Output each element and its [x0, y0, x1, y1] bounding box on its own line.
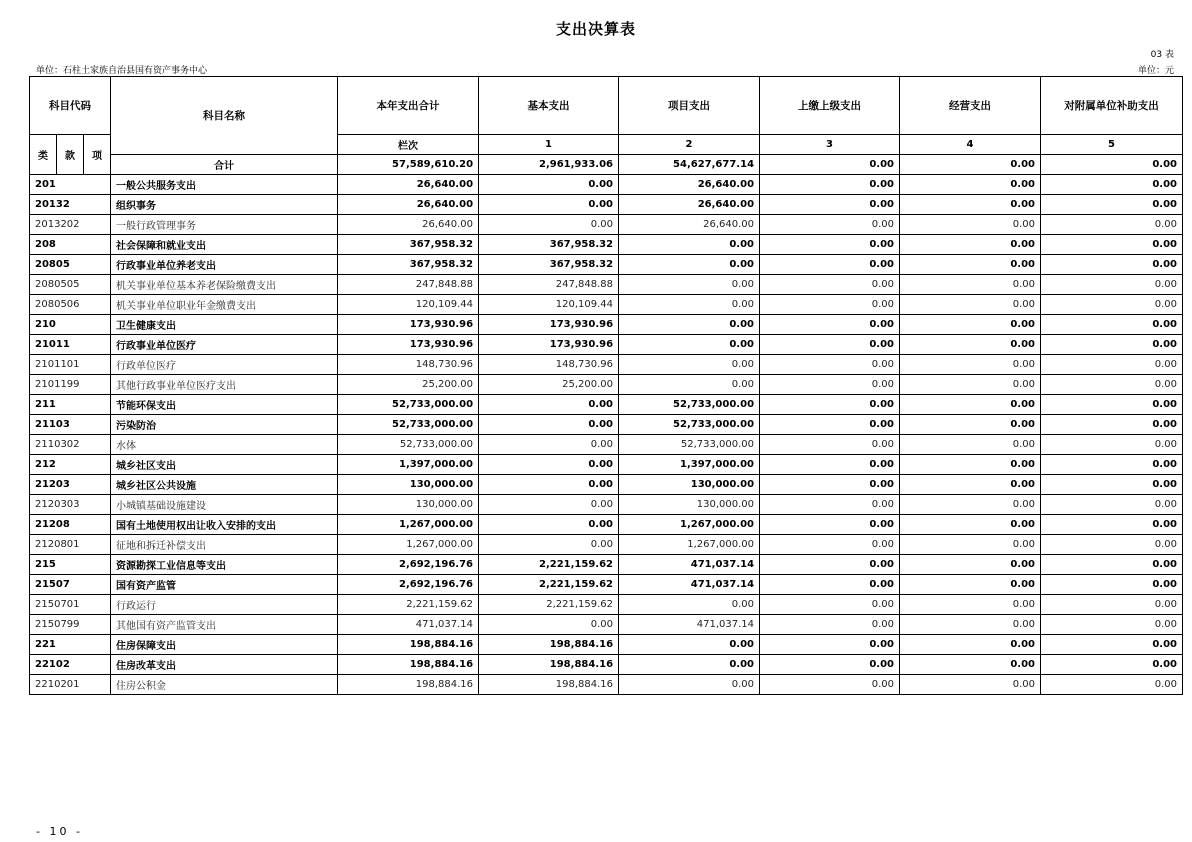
amount-cell: 0.00: [900, 315, 1041, 335]
amount-cell: 0.00: [619, 635, 760, 655]
table-row: [30, 675, 1183, 695]
amount-cell: 1,267,000.00: [338, 515, 479, 535]
subject-name: 机关事业单位职业年金缴费支出: [111, 295, 338, 315]
subject-name: 行政运行: [111, 595, 338, 615]
reporting-unit: 单位：石柱土家族自治县国有资产事务中心: [36, 66, 208, 76]
amount-cell: 0.00: [900, 615, 1041, 635]
subject-name: 小城镇基础设施建设: [111, 495, 338, 515]
table-row: [30, 455, 1183, 475]
table-row: [30, 255, 1183, 275]
total-value: 0.00: [760, 155, 900, 175]
amount-cell: 1,267,000.00: [619, 535, 760, 555]
amount-cell: 247,848.88: [338, 275, 479, 295]
column-number-cell: 5: [1041, 135, 1183, 155]
amount-cell: 148,730.96: [479, 355, 619, 375]
table-row: [30, 375, 1183, 395]
amount-cell: 0.00: [760, 555, 900, 575]
amount-cell: 52,733,000.00: [338, 395, 479, 415]
table-row: [30, 315, 1183, 335]
subject-code: 2120303: [30, 495, 111, 515]
amount-cell: 26,640.00: [338, 175, 479, 195]
total-label: 合计: [111, 155, 338, 175]
amount-cell: 52,733,000.00: [619, 435, 760, 455]
subject-name: 城乡社区支出: [111, 455, 338, 475]
col-header-project: 项目支出: [619, 77, 760, 135]
subject-name: 其他行政事业单位医疗支出: [111, 375, 338, 395]
subject-name: 其他国有资产监管支出: [111, 615, 338, 635]
amount-cell: 0.00: [1041, 455, 1183, 475]
subject-code: 2150701: [30, 595, 111, 615]
amount-cell: 0.00: [1041, 295, 1183, 315]
amount-cell: 0.00: [900, 415, 1041, 435]
amount-cell: 25,200.00: [338, 375, 479, 395]
table-row: [30, 575, 1183, 595]
amount-cell: 0.00: [479, 515, 619, 535]
amount-cell: 0.00: [479, 535, 619, 555]
subject-name: 行政事业单位养老支出: [111, 255, 338, 275]
amount-cell: 0.00: [619, 295, 760, 315]
amount-cell: 130,000.00: [338, 475, 479, 495]
amount-cell: 0.00: [760, 215, 900, 235]
amount-cell: 0.00: [760, 235, 900, 255]
amount-cell: 198,884.16: [479, 655, 619, 675]
amount-cell: 52,733,000.00: [619, 395, 760, 415]
col-header-basic: 基本支出: [479, 77, 619, 135]
amount-cell: 1,267,000.00: [619, 515, 760, 535]
subject-name: 住房保障支出: [111, 635, 338, 655]
amount-cell: 0.00: [760, 255, 900, 275]
amount-cell: 0.00: [760, 275, 900, 295]
amount-cell: 0.00: [900, 195, 1041, 215]
amount-cell: 0.00: [1041, 615, 1183, 635]
table-row: [30, 655, 1183, 675]
subject-code: 2120801: [30, 535, 111, 555]
amount-cell: 0.00: [1041, 255, 1183, 275]
amount-cell: 0.00: [1041, 635, 1183, 655]
col-header-subsidy: 对附属单位补助支出: [1041, 77, 1183, 135]
amount-cell: 0.00: [900, 435, 1041, 455]
amount-cell: 198,884.16: [338, 655, 479, 675]
amount-cell: 0.00: [1041, 175, 1183, 195]
col-header-operating: 经营支出: [900, 77, 1041, 135]
amount-cell: 130,000.00: [338, 495, 479, 515]
amount-cell: 0.00: [619, 675, 760, 695]
amount-cell: 0.00: [760, 175, 900, 195]
amount-cell: 471,037.14: [619, 615, 760, 635]
table-row: [30, 415, 1183, 435]
amount-cell: 0.00: [619, 355, 760, 375]
level-label-lei: 类: [30, 135, 57, 175]
amount-cell: 0.00: [760, 575, 900, 595]
subject-code: 2210201: [30, 675, 111, 695]
amount-cell: 0.00: [1041, 555, 1183, 575]
subject-code: 2101101: [30, 355, 111, 375]
subject-code: 21208: [30, 515, 111, 535]
subject-name: 水体: [111, 435, 338, 455]
amount-cell: 148,730.96: [338, 355, 479, 375]
subject-code: 210: [30, 315, 111, 335]
amount-cell: 0.00: [479, 175, 619, 195]
column-number-cell: 2: [619, 135, 760, 155]
subject-code: 2013202: [30, 215, 111, 235]
amount-cell: 0.00: [619, 255, 760, 275]
amount-cell: 198,884.16: [479, 635, 619, 655]
amount-cell: 0.00: [619, 595, 760, 615]
subject-code: 201: [30, 175, 111, 195]
amount-cell: 0.00: [900, 235, 1041, 255]
amount-cell: 0.00: [760, 195, 900, 215]
table-row: [30, 435, 1183, 455]
total-value: 0.00: [900, 155, 1041, 175]
subject-name: 社会保障和就业支出: [111, 235, 338, 255]
amount-cell: 0.00: [900, 375, 1041, 395]
amount-cell: 26,640.00: [619, 195, 760, 215]
amount-cell: 0.00: [900, 175, 1041, 195]
page-title: 支出决算表: [555, 20, 636, 38]
amount-cell: 0.00: [900, 535, 1041, 555]
subject-code: 211: [30, 395, 111, 415]
col-header-code: 科目代码: [30, 77, 111, 135]
amount-cell: 0.00: [760, 435, 900, 455]
amount-cell: 130,000.00: [619, 495, 760, 515]
amount-cell: 471,037.14: [619, 555, 760, 575]
table-row: [30, 295, 1183, 315]
amount-cell: 0.00: [760, 535, 900, 555]
subject-code: 2110302: [30, 435, 111, 455]
amount-cell: 0.00: [760, 655, 900, 675]
amount-cell: 0.00: [900, 455, 1041, 475]
table-row: [30, 355, 1183, 375]
amount-cell: 0.00: [900, 295, 1041, 315]
table-row: [30, 555, 1183, 575]
subject-code: 21011: [30, 335, 111, 355]
amount-cell: 0.00: [479, 435, 619, 455]
amount-cell: 0.00: [479, 455, 619, 475]
amount-cell: 0.00: [900, 575, 1041, 595]
subject-code: 2080505: [30, 275, 111, 295]
amount-cell: 0.00: [619, 375, 760, 395]
amount-cell: 2,221,159.62: [479, 595, 619, 615]
column-number-cell: 3: [760, 135, 900, 155]
amount-cell: 0.00: [900, 255, 1041, 275]
total-value: 0.00: [1041, 155, 1183, 175]
subject-name: 机关事业单位基本养老保险缴费支出: [111, 275, 338, 295]
amount-cell: 0.00: [1041, 235, 1183, 255]
amount-cell: 0.00: [619, 275, 760, 295]
table-row: [30, 215, 1183, 235]
amount-cell: 0.00: [900, 655, 1041, 675]
amount-cell: 198,884.16: [338, 635, 479, 655]
amount-cell: 26,640.00: [338, 215, 479, 235]
amount-cell: 0.00: [900, 495, 1041, 515]
subject-code: 2150799: [30, 615, 111, 635]
amount-cell: 173,930.96: [479, 315, 619, 335]
total-value: 2,961,933.06: [479, 155, 619, 175]
subject-name: 卫生健康支出: [111, 315, 338, 335]
table-number: 03 表: [1150, 50, 1174, 60]
amount-cell: 0.00: [900, 215, 1041, 235]
amount-cell: 0.00: [1041, 435, 1183, 455]
amount-cell: 2,221,159.62: [338, 595, 479, 615]
subject-name: 行政单位医疗: [111, 355, 338, 375]
amount-cell: 0.00: [1041, 675, 1183, 695]
amount-cell: 0.00: [1041, 475, 1183, 495]
amount-cell: 0.00: [1041, 515, 1183, 535]
subject-code: 21103: [30, 415, 111, 435]
amount-cell: 0.00: [1041, 355, 1183, 375]
amount-cell: 2,221,159.62: [479, 575, 619, 595]
amount-cell: 0.00: [760, 515, 900, 535]
total-value: 54,627,677.14: [619, 155, 760, 175]
amount-cell: 0.00: [1041, 335, 1183, 355]
currency-unit: 单位：元: [1137, 66, 1174, 76]
subject-name: 征地和拆迁补偿支出: [111, 535, 338, 555]
amount-cell: 0.00: [900, 395, 1041, 415]
subject-code: 2080506: [30, 295, 111, 315]
amount-cell: 1,267,000.00: [338, 535, 479, 555]
amount-cell: 198,884.16: [338, 675, 479, 695]
amount-cell: 0.00: [760, 335, 900, 355]
table-row: [30, 635, 1183, 655]
table-row: [30, 495, 1183, 515]
amount-cell: 173,930.96: [479, 335, 619, 355]
amount-cell: 26,640.00: [619, 175, 760, 195]
table-row: [30, 595, 1183, 615]
table-row: [30, 195, 1183, 215]
amount-cell: 0.00: [1041, 315, 1183, 335]
subject-code: 212: [30, 455, 111, 475]
column-number-cell: 1: [479, 135, 619, 155]
subject-name: 国有资产监管: [111, 575, 338, 595]
amount-cell: 0.00: [760, 675, 900, 695]
amount-cell: 0.00: [1041, 275, 1183, 295]
amount-cell: 0.00: [900, 595, 1041, 615]
amount-cell: 0.00: [900, 335, 1041, 355]
amount-cell: 0.00: [1041, 495, 1183, 515]
table-row: [30, 475, 1183, 495]
amount-cell: 0.00: [900, 275, 1041, 295]
amount-cell: 0.00: [760, 635, 900, 655]
amount-cell: 0.00: [760, 595, 900, 615]
subject-name: 组织事务: [111, 195, 338, 215]
amount-cell: 471,037.14: [619, 575, 760, 595]
subject-name: 住房改革支出: [111, 655, 338, 675]
amount-cell: 0.00: [760, 475, 900, 495]
amount-cell: 25,200.00: [479, 375, 619, 395]
amount-cell: 2,221,159.62: [479, 555, 619, 575]
amount-cell: 0.00: [479, 215, 619, 235]
level-label-kuan: 款: [57, 135, 84, 175]
table-row: [30, 395, 1183, 415]
subject-code: 208: [30, 235, 111, 255]
amount-cell: 0.00: [760, 455, 900, 475]
amount-cell: 0.00: [479, 195, 619, 215]
amount-cell: 0.00: [900, 355, 1041, 375]
amount-cell: 367,958.32: [479, 235, 619, 255]
table-row: [30, 515, 1183, 535]
amount-cell: 0.00: [900, 635, 1041, 655]
table-row: [30, 275, 1183, 295]
amount-cell: 0.00: [1041, 415, 1183, 435]
amount-cell: 0.00: [1041, 195, 1183, 215]
table-row: [30, 615, 1183, 635]
table-row: [30, 335, 1183, 355]
table-row: [30, 535, 1183, 555]
subject-name: 城乡社区公共设施: [111, 475, 338, 495]
amount-cell: 26,640.00: [338, 195, 479, 215]
subject-name: 一般公共服务支出: [111, 175, 338, 195]
amount-cell: 471,037.14: [338, 615, 479, 635]
amount-cell: 367,958.32: [479, 255, 619, 275]
amount-cell: 0.00: [479, 495, 619, 515]
amount-cell: 0.00: [1041, 575, 1183, 595]
amount-cell: 198,884.16: [479, 675, 619, 695]
amount-cell: 0.00: [900, 675, 1041, 695]
subject-name: 污染防治: [111, 415, 338, 435]
amount-cell: 0.00: [1041, 655, 1183, 675]
amount-cell: 1,397,000.00: [338, 455, 479, 475]
subject-name: 一般行政管理事务: [111, 215, 338, 235]
amount-cell: 367,958.32: [338, 235, 479, 255]
amount-cell: 0.00: [479, 395, 619, 415]
total-value: 57,589,610.20: [338, 155, 479, 175]
amount-cell: 0.00: [760, 295, 900, 315]
amount-cell: 2,692,196.76: [338, 555, 479, 575]
amount-cell: 0.00: [900, 555, 1041, 575]
amount-cell: 0.00: [760, 615, 900, 635]
amount-cell: 52,733,000.00: [338, 415, 479, 435]
amount-cell: 0.00: [900, 475, 1041, 495]
subject-code: 20132: [30, 195, 111, 215]
amount-cell: 0.00: [479, 475, 619, 495]
amount-cell: 0.00: [760, 315, 900, 335]
amount-cell: 0.00: [619, 655, 760, 675]
total-row: [30, 155, 1183, 175]
amount-cell: 1,397,000.00: [619, 455, 760, 475]
amount-cell: 0.00: [479, 415, 619, 435]
amount-cell: 0.00: [619, 335, 760, 355]
col-header-total: 本年支出合计: [338, 77, 479, 135]
subject-name: 国有土地使用权出让收入安排的支出: [111, 515, 338, 535]
amount-cell: 0.00: [760, 495, 900, 515]
level-label-xiang: 项: [84, 135, 111, 175]
expenditure-table: [29, 76, 1183, 695]
amount-cell: 130,000.00: [619, 475, 760, 495]
subject-code: 2101199: [30, 375, 111, 395]
amount-cell: 26,640.00: [619, 215, 760, 235]
amount-cell: 120,109.44: [338, 295, 479, 315]
amount-cell: 0.00: [760, 395, 900, 415]
amount-cell: 247,848.88: [479, 275, 619, 295]
amount-cell: 0.00: [760, 355, 900, 375]
subject-code: 22102: [30, 655, 111, 675]
page-number: - 10 -: [36, 825, 83, 838]
amount-cell: 2,692,196.76: [338, 575, 479, 595]
amount-cell: 52,733,000.00: [338, 435, 479, 455]
subject-code: 215: [30, 555, 111, 575]
amount-cell: 0.00: [1041, 375, 1183, 395]
subject-name: 住房公积金: [111, 675, 338, 695]
subject-name: 行政事业单位医疗: [111, 335, 338, 355]
amount-cell: 0.00: [1041, 395, 1183, 415]
amount-cell: 0.00: [900, 515, 1041, 535]
amount-cell: 0.00: [1041, 215, 1183, 235]
column-number-cell: 4: [900, 135, 1041, 155]
amount-cell: 173,930.96: [338, 335, 479, 355]
subject-code: 20805: [30, 255, 111, 275]
amount-cell: 0.00: [479, 615, 619, 635]
amount-cell: 173,930.96: [338, 315, 479, 335]
amount-cell: 0.00: [619, 235, 760, 255]
table-row: [30, 175, 1183, 195]
amount-cell: 367,958.32: [338, 255, 479, 275]
subject-code: 21203: [30, 475, 111, 495]
amount-cell: 0.00: [760, 375, 900, 395]
col-header-remit-upper: 上缴上级支出: [760, 77, 900, 135]
amount-cell: 52,733,000.00: [619, 415, 760, 435]
table-header-row: [30, 77, 1183, 135]
amount-cell: 0.00: [1041, 535, 1183, 555]
amount-cell: 0.00: [760, 415, 900, 435]
subject-name: 节能环保支出: [111, 395, 338, 415]
table-row: [30, 235, 1183, 255]
subject-code: 21507: [30, 575, 111, 595]
amount-cell: 120,109.44: [479, 295, 619, 315]
subject-code: 221: [30, 635, 111, 655]
column-number-label: 栏次: [338, 135, 479, 155]
amount-cell: 0.00: [619, 315, 760, 335]
col-header-name: 科目名称: [111, 77, 338, 155]
amount-cell: 0.00: [1041, 595, 1183, 615]
subject-name: 资源勘探工业信息等支出: [111, 555, 338, 575]
